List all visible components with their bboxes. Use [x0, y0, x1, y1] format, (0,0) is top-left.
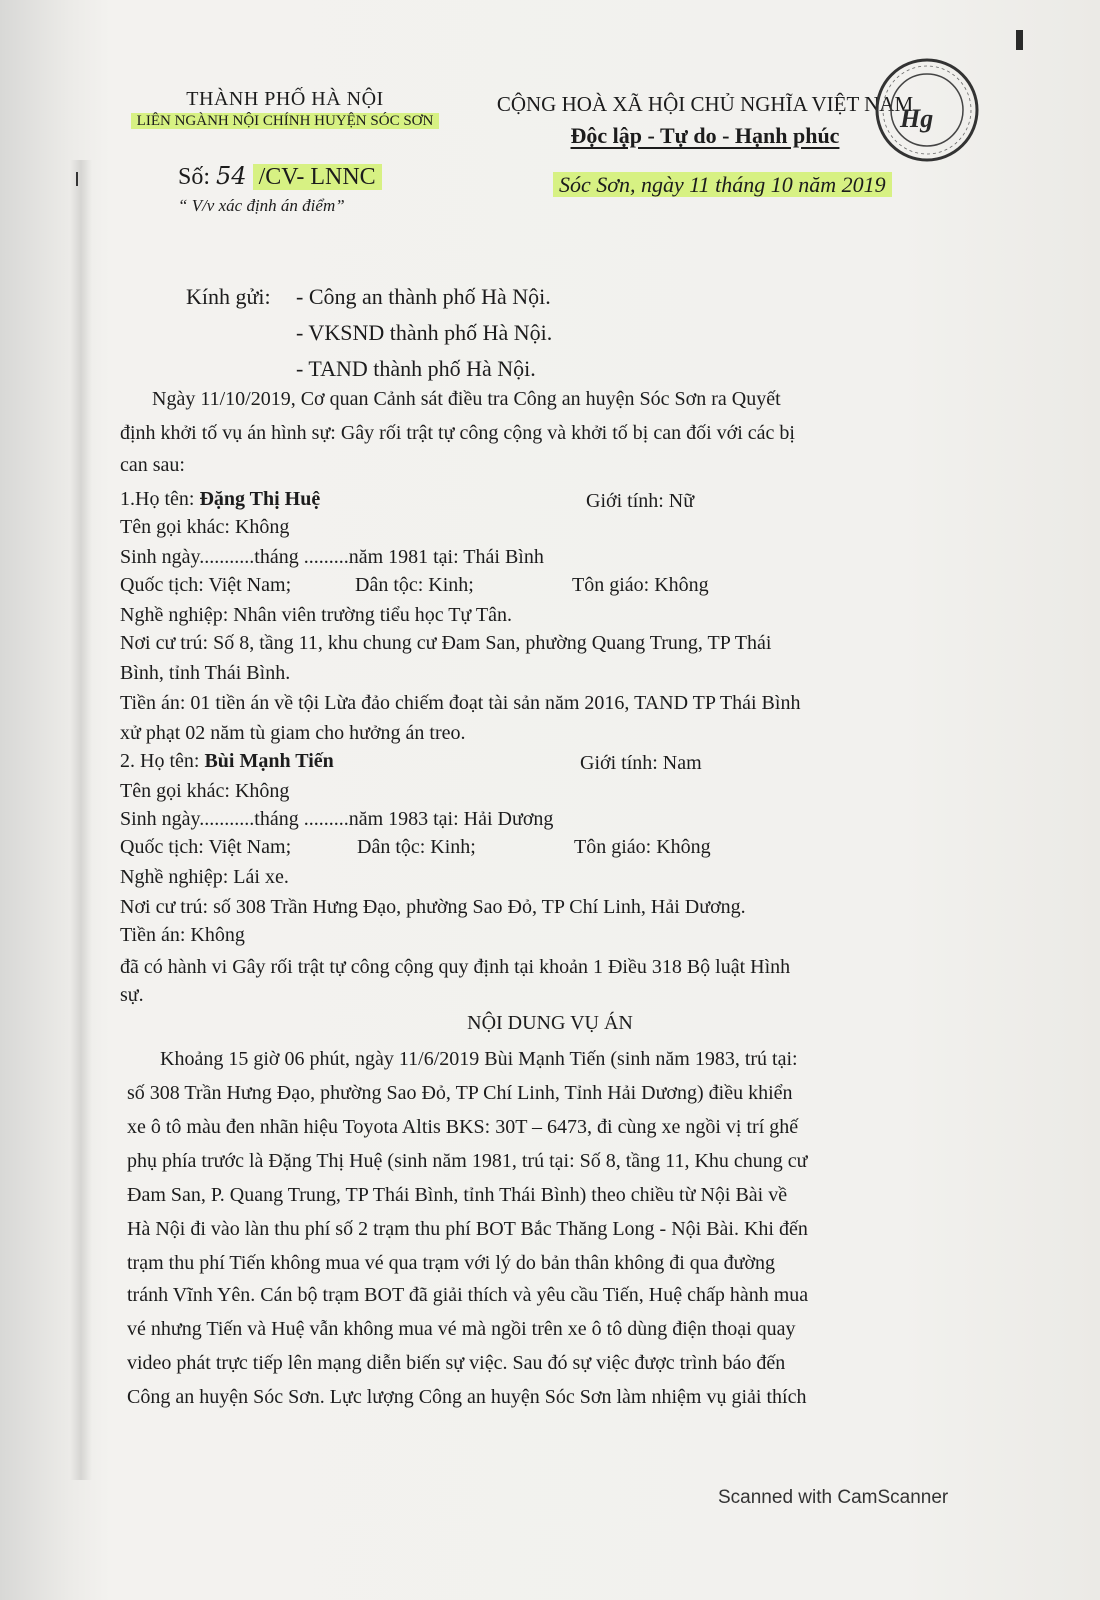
content-line: phụ phía trước là Đặng Thị Huệ (sinh năm 1981, trú tại: Số 8, tầng 11, Khu chung cư	[127, 1150, 808, 1172]
issuer-block	[105, 88, 465, 130]
document-reference	[178, 162, 382, 191]
content-line: vé nhưng Tiến và Huệ vẫn không mua vé mà ngồi trên xe ô tô dùng điện thoại quay	[127, 1318, 796, 1340]
person1-gender: Giới tính: Nữ	[586, 490, 695, 512]
issuer-agency	[105, 113, 465, 130]
recipient-1: - Công an thành phố Hà Nội.	[296, 284, 551, 309]
recipients-label: Kính gửi:	[186, 284, 271, 309]
date-prefix: Sóc Sơn, ngày	[559, 172, 684, 197]
handwritten-initial: Hg	[900, 104, 934, 133]
scanner-watermark: Scanned with CamScanner	[718, 1487, 949, 1508]
person2-religion: Tôn giáo: Không	[574, 836, 711, 858]
national-header	[470, 92, 940, 149]
scan-mark	[1016, 30, 1023, 50]
intro-line: Ngày 11/10/2019, Cơ quan Cảnh sát điều tra Công an huyện Sóc Sơn ra Quyết	[152, 388, 781, 410]
ref-prefix: Số:	[178, 164, 211, 190]
person2-job: Nghề nghiệp: Lái xe.	[120, 866, 289, 888]
person2-gender: Giới tính: Nam	[580, 752, 702, 774]
person1-residence: Nơi cư trú: Số 8, tầng 11, khu chung cư Đam San, phường Quang Trung, TP Thái	[120, 632, 772, 654]
conclusion-line: sự.	[120, 984, 144, 1006]
margin-tick	[76, 172, 78, 186]
scan-shadow-strip	[70, 160, 92, 1480]
conclusion-line: đã có hành vi Gây rối trật tự công cộng quy định tại khoản 1 Điều 318 Bộ luật Hình	[120, 956, 791, 978]
person1-name-label: 1.Họ tên:	[120, 488, 195, 510]
content-line: số 308 Trần Hưng Đạo, phường Sao Đỏ, TP Chí Linh, Tỉnh Hải Dương) điều khiển	[127, 1082, 793, 1104]
person2-ethnicity: Dân tộc: Kinh;	[357, 836, 476, 858]
content-line: Công an huyện Sóc Sơn. Lực lượng Công an huyện Sóc Sơn làm nhiệm vụ giải thích	[127, 1386, 807, 1408]
national-motto: Độc lập - Tự do - Hạnh phúc	[570, 123, 840, 148]
recipient-3: - TAND thành phố Hà Nội.	[296, 356, 536, 381]
national-title: CỘNG HOÀ XÃ HỘI CHỦ NGHĨA VIỆT NAM	[496, 92, 914, 116]
person2-alias: Tên gọi khác: Không	[120, 780, 290, 802]
content-line: trạm thu phí Tiến không mua vé qua trạm với lý do bản thân không đi qua đường	[127, 1252, 776, 1274]
content-line: Hà Nội đi vào làn thu phí số 2 trạm thu phí BOT Bắc Thăng Long - Nội Bài. Khi đến	[127, 1218, 808, 1240]
issuer-city: THÀNH PHỐ HÀ NỘI	[186, 88, 384, 110]
person1-name: Đặng Thị Huệ	[199, 488, 321, 510]
person1-record: Tiền án: 01 tiền án về tội Lừa đảo chiếm đoạt tài sản năm 2016, TAND TP Thái Bình	[120, 692, 801, 714]
person1-religion: Tôn giáo: Không	[572, 574, 709, 596]
person2-name-label: 2. Họ tên:	[120, 750, 200, 772]
date-suffix: tháng 10 năm 2019	[715, 172, 886, 197]
person1-nationality: Quốc tịch: Việt Nam;	[120, 574, 292, 596]
document-date	[553, 172, 892, 198]
person1-ethnicity: Dân tộc: Kinh;	[355, 574, 474, 596]
ref-suffix: /CV- LNNC	[253, 164, 382, 190]
person1-residence-cont: Bình, tỉnh Thái Bình.	[120, 662, 291, 684]
person2-name-row	[120, 750, 334, 773]
recipient-2: - VKSND thành phố Hà Nội.	[296, 320, 553, 345]
person2-birth: Sinh ngày...........tháng .........năm 1983 tại: Hải Dương	[120, 808, 554, 830]
person2-residence: Nơi cư trú: số 308 Trần Hưng Đạo, phường Sao Đỏ, TP Chí Linh, Hải Dương.	[120, 896, 746, 918]
document-subject: “ V/v xác định án điểm”	[178, 196, 345, 215]
content-line: Đam San, P. Quang Trung, TP Thái Bình, tỉnh Thái Bình) theo chiều từ Nội Bài về	[127, 1184, 788, 1206]
person1-record-cont: xử phạt 02 năm tù giam cho hưởng án treo.	[120, 722, 466, 744]
ref-number: 54	[216, 162, 247, 190]
person1-job: Nghề nghiệp: Nhân viên trường tiểu học Tự Tân.	[120, 604, 512, 626]
section-heading: NỘI DUNG VỤ ÁN	[467, 1012, 633, 1034]
person2-record: Tiền án: Không	[120, 924, 245, 946]
content-line: video phát trực tiếp lên mạng diễn biến sự việc. Sau đó sự việc được trình báo đến	[127, 1352, 786, 1374]
content-line: xe ô tô màu đen nhãn hiệu Toyota Altis BKS: 30T – 6473, đi cùng xe ngồi vị trí ghế	[127, 1116, 799, 1138]
intro-line: can sau:	[120, 454, 185, 476]
content-line: Khoảng 15 giờ 06 phút, ngày 11/6/2019 Bùi Mạnh Tiến (sinh năm 1983, trú tại:	[160, 1048, 798, 1070]
issuer-agency-text: LIÊN NGÀNH NỘI CHÍNH HUYỆN SÓC SƠN	[131, 113, 440, 129]
content-line: tránh Vĩnh Yên. Cán bộ trạm BOT đã giải thích và yêu cầu Tiến, Huệ chấp hành mua	[127, 1284, 809, 1306]
person1-name-row	[120, 488, 320, 511]
person2-nationality: Quốc tịch: Việt Nam;	[120, 836, 292, 858]
date-highlight	[553, 172, 892, 197]
person1-birth: Sinh ngày...........tháng .........năm 1981 tại: Thái Bình	[120, 546, 544, 568]
intro-line: định khởi tố vụ án hình sự: Gây rối trật tự công cộng và khởi tố bị can đối với các bị	[120, 422, 795, 444]
person1-alias: Tên gọi khác: Không	[120, 516, 290, 538]
date-day: 11	[689, 172, 710, 197]
person2-name: Bùi Mạnh Tiến	[204, 750, 334, 772]
